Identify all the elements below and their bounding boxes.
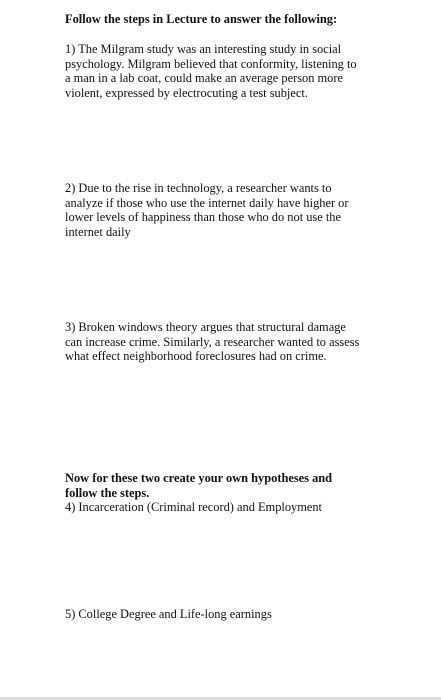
question-2 <box>65 181 400 239</box>
question-5 <box>65 607 400 622</box>
question-2-line: 2) Due to the rise in technology, a researcher wants to <box>65 181 332 195</box>
question-4: 4) Incarceration (Criminal record) and Employment <box>65 500 323 514</box>
question-3-line: can increase crime. Similarly, a researcher wanted to assess <box>65 334 360 349</box>
question-2-line: lower levels of happiness than those who do not use the <box>65 210 341 224</box>
question-2-line: internet daily <box>65 224 131 239</box>
heading-text: Follow the steps in Lecture to answer the following: <box>65 12 338 26</box>
question-3-line: what effect neighborhood foreclosures had on crime. <box>65 349 327 363</box>
question-1-line: 1) The Milgram study was an interesting study in social <box>65 42 342 56</box>
question-5-text: 5) College Degree and Life-long earnings <box>65 607 272 621</box>
question-1-line: a man in a lab coat, could make an average person more <box>65 71 343 85</box>
question-1-line: psychology. Milgram believed that conformity, listening to <box>65 56 357 71</box>
question-3 <box>65 320 400 364</box>
section-heading-line: follow the steps. <box>65 485 150 500</box>
question-2-line: analyze if those who use the internet daily have higher or <box>65 195 349 210</box>
question-3-line: 3) Broken windows theory argues that structural damage <box>65 320 346 334</box>
question-1-line: violent, expressed by electrocuting a test subject. <box>65 85 308 100</box>
hypotheses-section <box>65 471 400 515</box>
section-heading-line: Now for these two create your own hypotheses and <box>65 471 333 485</box>
question-1 <box>65 42 400 100</box>
instructions-heading <box>65 12 400 27</box>
